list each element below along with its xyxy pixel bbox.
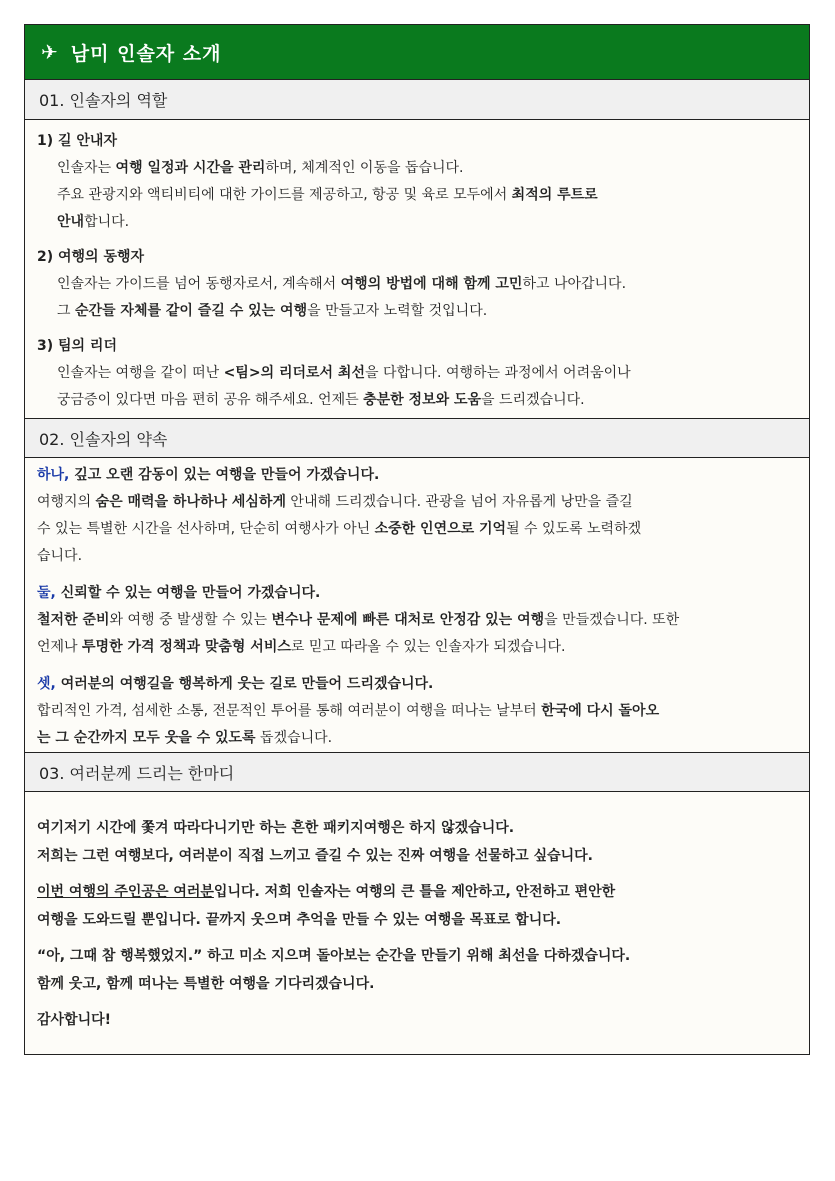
promise-item bbox=[37, 671, 795, 752]
message-paragraph bbox=[37, 942, 791, 998]
text: 여행지의 bbox=[37, 494, 96, 510]
text: 여행을 도와드릴 뿐입니다. 끝까지 웃으며 추억을 만들 수 있는 여행을 목표로 합니다. bbox=[37, 912, 562, 928]
text: 입니다. 저희 인솔자는 여행의 큰 틀을 제안하고, 안전하고 편안한 bbox=[213, 884, 616, 900]
text: 돕겠습니다. bbox=[255, 730, 333, 746]
section-roles bbox=[25, 120, 809, 418]
closing-text: 감사합니다! bbox=[37, 1012, 112, 1028]
emphasis: 변수나 문제에 빠른 대처로 안정감 있는 여행 bbox=[271, 612, 545, 628]
text: 습니다. bbox=[37, 548, 83, 564]
page-title: 남미 인솔자 소개 bbox=[70, 42, 222, 65]
promise-title bbox=[37, 671, 795, 698]
role-item bbox=[37, 333, 791, 414]
promise-title-text: 여러분의 여행길을 행복하게 웃는 길로 만들어 드리겠습니다. bbox=[55, 676, 434, 692]
emphasis: 투명한 가격 정책과 맞춤형 서비스 bbox=[82, 639, 291, 655]
text: 될 수 있도록 노력하겠 bbox=[506, 521, 642, 537]
intro-document bbox=[24, 24, 810, 1055]
underlined-text: 이번 여행의 주인공은 여러분 bbox=[37, 884, 214, 900]
message-paragraph bbox=[37, 878, 791, 934]
promise-title-text: 깊고 오랜 감동이 있는 여행을 만들어 가겠습니다. bbox=[69, 467, 380, 483]
role-title: 2) 여행의 동행자 bbox=[37, 249, 145, 265]
emphasis: 한국에 다시 돌아오 bbox=[541, 703, 660, 719]
emphasis: 여행 일정과 시간을 관리 bbox=[115, 160, 266, 176]
section-promises bbox=[25, 458, 809, 752]
text: 안내해 드리겠습니다. 관광을 넘어 자유롭게 낭만을 즐길 bbox=[285, 494, 633, 510]
text: 와 여행 중 발생할 수 있는 bbox=[109, 612, 272, 628]
section-heading-roles: 01. 인솔자의 역할 bbox=[25, 80, 809, 120]
section-heading-promises: 02. 인솔자의 약속 bbox=[25, 418, 809, 458]
text: 로 믿고 따라올 수 있는 인솔자가 되겠습니다. bbox=[290, 639, 566, 655]
promise-title bbox=[37, 580, 795, 607]
text: 그 bbox=[57, 303, 75, 319]
text: 하며, 체계적인 이동을 돕습니다. bbox=[265, 160, 464, 176]
text: 인솔자는 bbox=[57, 160, 116, 176]
text: 언제나 bbox=[37, 639, 83, 655]
promise-item bbox=[37, 462, 795, 570]
title-bar bbox=[25, 25, 809, 80]
emphasis: 소중한 인연으로 기억 bbox=[374, 521, 507, 537]
text: 하고 나아갑니다. bbox=[522, 276, 627, 292]
text: 합리적인 가격, 섬세한 소통, 전문적인 투어를 통해 여러분이 여행을 떠나는 날부터 bbox=[37, 703, 542, 719]
message-paragraph bbox=[37, 814, 791, 870]
section-message bbox=[25, 792, 809, 1054]
text: 을 드리겠습니다. bbox=[481, 392, 585, 408]
role-title: 1) 길 안내자 bbox=[37, 133, 117, 149]
airplane-icon: ✈ bbox=[41, 40, 59, 64]
role-body bbox=[37, 155, 791, 236]
role-item bbox=[37, 128, 791, 236]
section-heading-message: 03. 여러분께 드리는 한마디 bbox=[25, 752, 809, 792]
text: 을 만들고자 노력할 것입니다. bbox=[307, 303, 488, 319]
role-title: 3) 팀의 리더 bbox=[37, 338, 117, 354]
role-body bbox=[37, 360, 791, 414]
emphasis: 숨은 매력을 하나하나 세심하게 bbox=[95, 494, 286, 510]
text: 함께 웃고, 함께 떠나는 특별한 여행을 기다리겠습니다. bbox=[37, 976, 375, 992]
text: “아, 그때 참 행복했었지.” 하고 미소 지으며 돌아보는 순간을 만들기 위해 최선을 다하겠습니다. bbox=[37, 948, 631, 964]
emphasis: 는 그 순간까지 모두 웃을 수 있도록 bbox=[37, 730, 256, 746]
text: 인솔자는 가이드를 넘어 동행자로서, 계속해서 bbox=[57, 276, 341, 292]
text: 여기저기 시간에 쫓겨 따라다니기만 하는 흔한 패키지여행은 하지 않겠습니다. bbox=[37, 820, 515, 836]
emphasis: 순간들 자체를 같이 즐길 수 있는 여행 bbox=[74, 303, 308, 319]
text: 을 만들겠습니다. 또한 bbox=[544, 612, 680, 628]
emphasis: 여행의 방법에 대해 함께 고민 bbox=[340, 276, 523, 292]
role-item bbox=[37, 244, 791, 325]
promise-title bbox=[37, 462, 795, 489]
promise-number: 둘, bbox=[37, 585, 56, 601]
text: 을 다합니다. 여행하는 과정에서 어려움이나 bbox=[364, 365, 631, 381]
text: 인솔자는 여행을 같이 떠난 bbox=[57, 365, 224, 381]
emphasis: 충분한 정보와 도움 bbox=[363, 392, 482, 408]
text: 수 있는 특별한 시간을 선사하며, 단순히 여행사가 아닌 bbox=[37, 521, 375, 537]
role-body bbox=[37, 271, 791, 325]
text: 저희는 그런 여행보다, 여러분이 직접 느끼고 즐길 수 있는 진짜 여행을 선물하고 싶습니다. bbox=[37, 848, 593, 864]
text: 주요 관광지와 액티비티에 대한 가이드를 제공하고, 항공 및 육로 모두에서 bbox=[57, 187, 512, 203]
promise-number: 셋, bbox=[37, 676, 56, 692]
promise-item bbox=[37, 580, 795, 661]
promise-number: 하나, bbox=[37, 467, 70, 483]
emphasis: 철저한 준비 bbox=[37, 612, 110, 628]
text: 궁금증이 있다면 마음 편히 공유 해주세요. 언제든 bbox=[57, 392, 364, 408]
emphasis: <팀>의 리더로서 최선 bbox=[223, 365, 365, 381]
emphasis: 안내 bbox=[57, 214, 85, 230]
promise-title-text: 신뢰할 수 있는 여행을 만들어 가겠습니다. bbox=[55, 585, 321, 601]
emphasis: 최적의 루트로 bbox=[511, 187, 598, 203]
text: 합니다. bbox=[84, 214, 130, 230]
